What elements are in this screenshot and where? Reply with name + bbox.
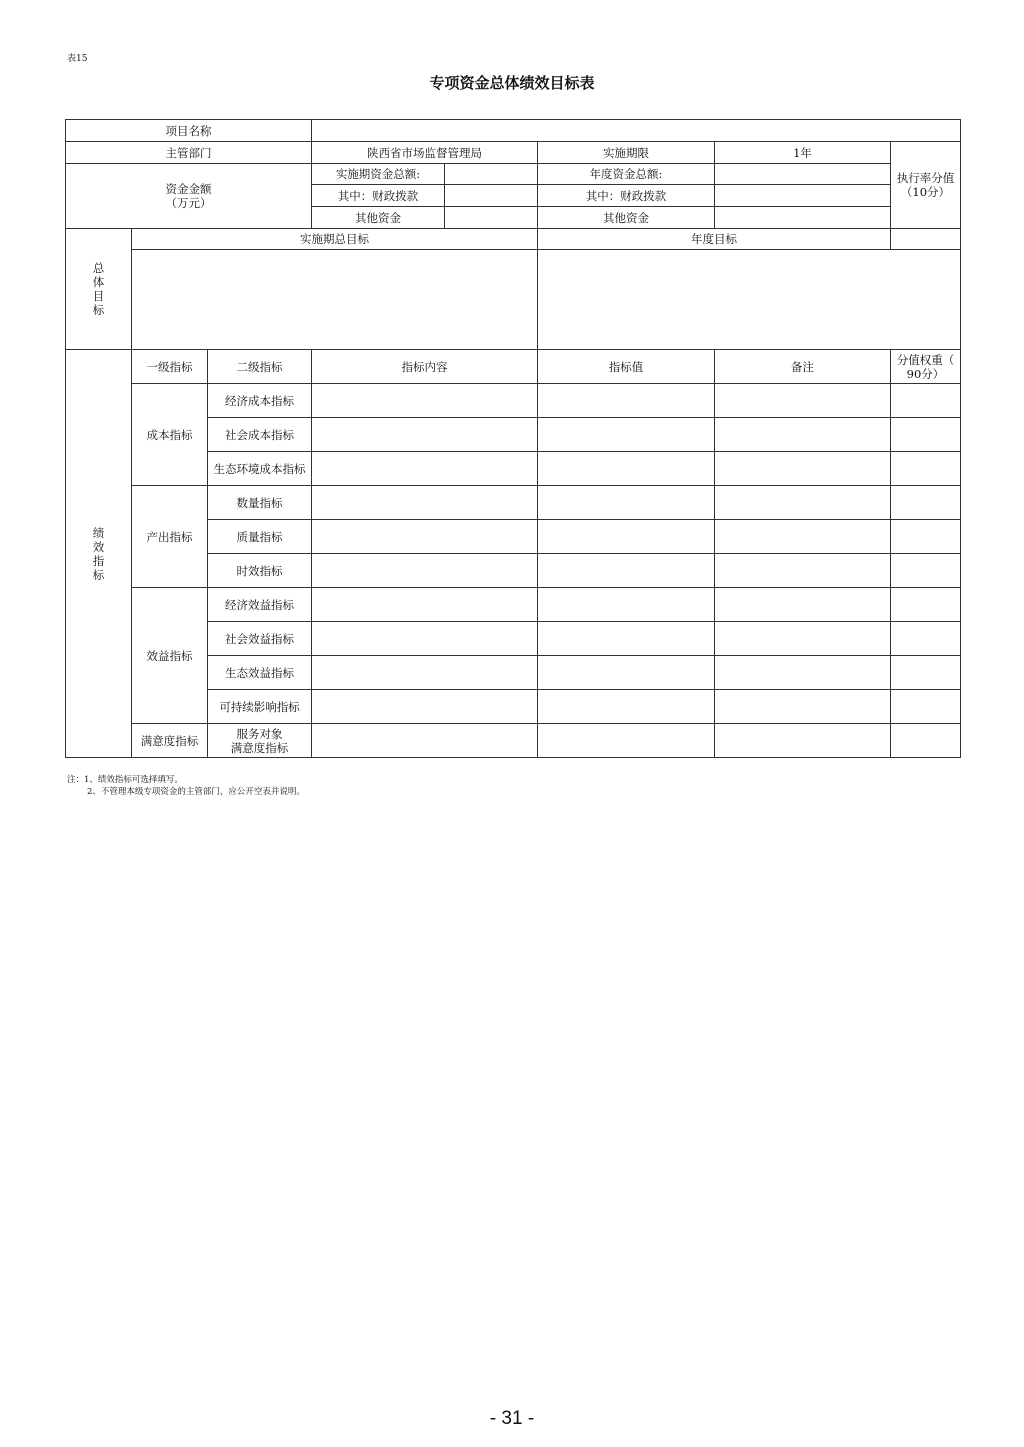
- col-remark: 备注: [715, 350, 891, 384]
- indicator-remark-cell: [715, 554, 891, 588]
- indicator-name: 社会效益指标: [208, 622, 312, 656]
- indicator-content-cell: [312, 690, 538, 724]
- indicator-weight-cell: [891, 384, 961, 418]
- side-char: 目: [92, 289, 105, 303]
- indicator-value-cell: [538, 554, 715, 588]
- indicator-name: 时效指标: [208, 554, 312, 588]
- indicator-name: 可持续影响指标: [208, 690, 312, 724]
- period-fiscal-label: 其中：财政拨款: [312, 185, 445, 207]
- side-char: 指: [92, 553, 105, 568]
- funds-label-line2: （万元）: [165, 196, 212, 210]
- performance-target-table: [65, 119, 961, 758]
- indicator-name: 生态环境成本指标: [208, 452, 312, 486]
- col-value: 指标值: [538, 350, 715, 384]
- table-row: [66, 384, 961, 418]
- indicator-name: 数量指标: [208, 486, 312, 520]
- indicator-name: 社会成本指标: [208, 418, 312, 452]
- indicator-remark-cell: [715, 486, 891, 520]
- project-name-value: [312, 120, 961, 142]
- indicator-remark-cell: [715, 520, 891, 554]
- footnote-1: 注：1、绩效指标可选择填写。: [67, 775, 183, 785]
- col-level2: 二级指标: [208, 350, 312, 384]
- period-total-label: 实施期资金总额:: [312, 164, 445, 185]
- indicator-remark-cell: [715, 588, 891, 622]
- indicator-value-cell: [538, 520, 715, 554]
- indicator-weight-cell: [891, 452, 961, 486]
- indicator-content-cell: [312, 554, 538, 588]
- indicator-remark-cell: [715, 384, 891, 418]
- table-row: [66, 588, 961, 622]
- indicator-weight-cell: [891, 622, 961, 656]
- indicator-content-cell: [312, 384, 538, 418]
- exec-rate-line1: 执行率分值: [896, 171, 955, 185]
- indicator-value-cell: [538, 588, 715, 622]
- indicator-remark-cell: [715, 724, 891, 758]
- col-weight-line2: 90分）: [906, 366, 945, 381]
- footnotes: [67, 774, 305, 798]
- indicator-weight-cell: [891, 588, 961, 622]
- side-char: 体: [92, 275, 105, 289]
- footnote-2: 2、不管理本级专项资金的主管部门，应公开空表并说明。: [87, 787, 305, 797]
- annual-goal-label: 年度目标: [538, 229, 891, 250]
- col-weight: [891, 350, 961, 384]
- indicator-content-cell: [312, 486, 538, 520]
- group-output: 产出指标: [132, 486, 208, 588]
- col-level1: 一级指标: [132, 350, 208, 384]
- table-row: [66, 724, 961, 758]
- indicator-weight-cell: [891, 486, 961, 520]
- indicator-content-cell: [312, 520, 538, 554]
- indicator-weight-cell: [891, 554, 961, 588]
- period-fiscal-value: [445, 185, 538, 207]
- indicator-value-cell: [538, 622, 715, 656]
- annual-fiscal-value: [715, 185, 891, 207]
- overall-goals-side-label: [66, 229, 132, 350]
- indicator-weight-cell: [891, 520, 961, 554]
- table-row: [66, 486, 961, 520]
- annual-other-value: [715, 207, 891, 229]
- indicator-name: 质量指标: [208, 520, 312, 554]
- indicator-value-cell: [538, 724, 715, 758]
- annual-total-label: 年度资金总额:: [538, 164, 715, 185]
- indicator-remark-cell: [715, 622, 891, 656]
- period-other-value: [445, 207, 538, 229]
- exec-rate-line2: （10分）: [900, 185, 951, 199]
- indicator-name: 生态效益指标: [208, 656, 312, 690]
- indicator-weight-cell: [891, 656, 961, 690]
- col-content: 指标内容: [312, 350, 538, 384]
- side-char: 总: [92, 261, 105, 275]
- project-name-label: 项目名称: [66, 120, 312, 142]
- indicator-value-cell: [538, 452, 715, 486]
- group-cost: 成本指标: [132, 384, 208, 486]
- indicator-remark-cell: [715, 418, 891, 452]
- col-weight-line1: 分值权重（: [896, 352, 955, 367]
- dept-label: 主管部门: [66, 142, 312, 164]
- annual-other-label: 其他资金: [538, 207, 715, 229]
- indicator-value-cell: [538, 486, 715, 520]
- indicator-value-cell: [538, 418, 715, 452]
- indicator-content-cell: [312, 656, 538, 690]
- goal-score-cell: [891, 229, 961, 250]
- side-char: 效: [92, 539, 105, 554]
- group-satisfaction: 满意度指标: [132, 724, 208, 758]
- period-other-label: 其他资金: [312, 207, 445, 229]
- indicator-name: 经济成本指标: [208, 384, 312, 418]
- indicator-remark-cell: [715, 690, 891, 724]
- form-number: 表15: [67, 54, 88, 64]
- satisfaction-item-line1: 服务对象: [236, 726, 283, 741]
- funds-label: [66, 164, 312, 229]
- indicator-name: [208, 724, 312, 758]
- page-number: - 31 -: [489, 1408, 535, 1429]
- indicator-weight-cell: [891, 418, 961, 452]
- period-value: 1年: [715, 142, 891, 164]
- indicator-value-cell: [538, 656, 715, 690]
- indicator-value-cell: [538, 384, 715, 418]
- indicator-remark-cell: [715, 452, 891, 486]
- indicator-content-cell: [312, 452, 538, 486]
- period-goal-label: 实施期总目标: [132, 229, 538, 250]
- indicators-side-label: [66, 350, 132, 758]
- annual-fiscal-label: 其中：财政拨款: [538, 185, 715, 207]
- side-char: 标: [92, 303, 105, 317]
- period-goal-content: [132, 250, 538, 350]
- indicator-content-cell: [312, 418, 538, 452]
- indicator-content-cell: [312, 724, 538, 758]
- group-benefit: 效益指标: [132, 588, 208, 724]
- annual-total-value: [715, 164, 891, 185]
- indicator-value-cell: [538, 690, 715, 724]
- period-total-value: [445, 164, 538, 185]
- indicator-weight-cell: [891, 724, 961, 758]
- period-label: 实施期限: [538, 142, 715, 164]
- exec-rate-score: [891, 142, 961, 229]
- dept-value: 陕西省市场监督管理局: [312, 142, 538, 164]
- indicator-content-cell: [312, 622, 538, 656]
- indicator-weight-cell: [891, 690, 961, 724]
- funds-label-line1: 资金金额: [165, 182, 212, 196]
- annual-goal-content: [538, 250, 961, 350]
- page-title: 专项资金总体绩效目标表: [429, 74, 595, 92]
- side-char: 标: [92, 567, 105, 582]
- side-char: 绩: [92, 525, 105, 540]
- satisfaction-item-line2: 满意度指标: [230, 740, 289, 755]
- indicator-content-cell: [312, 588, 538, 622]
- indicator-remark-cell: [715, 656, 891, 690]
- indicator-name: 经济效益指标: [208, 588, 312, 622]
